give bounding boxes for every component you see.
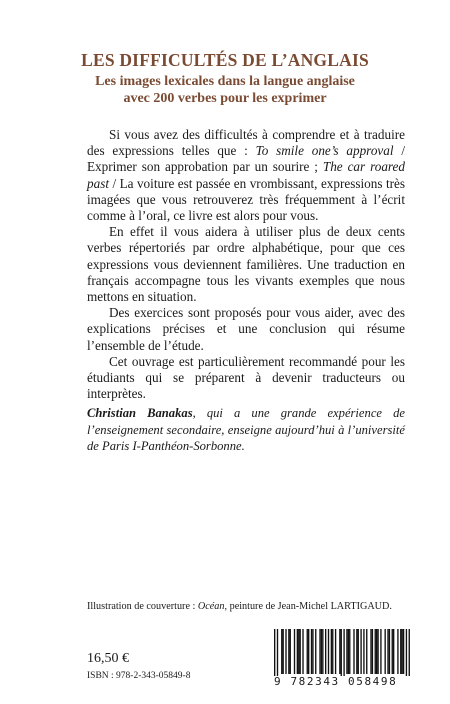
barcode-bar: [385, 629, 386, 674]
barcode-graphic: [274, 629, 410, 679]
barcode-bar: [370, 629, 371, 674]
barcode-bar: [277, 629, 278, 679]
barcode-bar: [393, 629, 394, 674]
barcode-bar: [328, 629, 329, 674]
blurb: [87, 127, 405, 402]
barcode-bar: [300, 629, 301, 674]
barcode-bar: [319, 629, 320, 674]
barcode-bar: [294, 629, 295, 674]
barcode-bar: [353, 629, 354, 674]
blurb-text: Si vous avez des difficultés à comprendre et à traduire des expressions telles que :: [87, 127, 405, 159]
subtitle-line-1: Les images lexicales dans la langue anglaise: [95, 74, 355, 89]
barcode-bar: [274, 629, 275, 679]
barcode-bar: [315, 629, 316, 674]
barcode-bar: [406, 629, 407, 679]
barcode-bar: [346, 629, 347, 674]
illustration-credit: [87, 600, 417, 613]
blurb-text: / Exprimer son approbation par un sourire ;: [87, 143, 405, 175]
barcode-bar: [297, 629, 298, 674]
barcode-bar: [308, 629, 309, 674]
barcode-bar: [366, 629, 367, 674]
barcode-bar: [290, 629, 291, 674]
barcode-bar: [349, 629, 350, 674]
example-english-1: To smile one’s approval: [255, 143, 394, 159]
price: 16,50 €: [87, 651, 129, 666]
barcode-bar: [321, 629, 322, 674]
barcode-bar: [375, 629, 376, 674]
author-description: , qui a une grande expérience de l’enseignement secondaire, enseigne aujourd’hui à l’université de Paris I-Panthéon-Sorbonne.: [87, 406, 405, 454]
barcode-bar: [376, 629, 377, 674]
barcode-bar: [332, 629, 333, 674]
barcode-bar: [377, 629, 378, 674]
barcode-bar: [285, 629, 286, 674]
author-bio: [87, 405, 405, 455]
barcode-bar: [402, 629, 403, 674]
credit-suffix: , peinture de Jean-Michel LARTIGAUD.: [224, 601, 392, 612]
barcode-bar: [339, 629, 340, 674]
barcode-bar: [281, 629, 282, 674]
barcode-bar: [331, 629, 332, 674]
barcode-bar: [348, 629, 349, 674]
book-title: LES DIFFICULTÉS DE L’ANGLAIS: [81, 50, 369, 70]
barcode-bar: [387, 629, 388, 674]
blurb-paragraph-3: Des exercices sont proposés pour vous aider, avec des explications précises et une conclusion qui résume l’ensemble de l’étude.: [87, 305, 405, 353]
author-name: Christian Banakas: [87, 406, 193, 420]
barcode-bar: [288, 629, 289, 674]
barcode-bar: [312, 629, 313, 674]
barcode-bar: [311, 629, 312, 674]
barcode-bar: [302, 629, 303, 674]
barcode-bar: [307, 629, 308, 674]
blurb-text: / La voiture est passée en vrombissant, expressions très imagées que vous retrouverez très fréquemment à l’écrit comme à l’oral, ce livre est alors pour vous.: [87, 175, 405, 224]
blurb-paragraph-4: Cet ouvrage est particulièrement recommandé pour les étudiants qui se préparent à devenir traducteurs ou interprètes.: [87, 353, 405, 402]
barcode-bar: [343, 629, 344, 679]
subtitle-line-2: avec 200 verbes pour les exprimer: [123, 91, 327, 106]
barcode-bar: [335, 629, 336, 674]
barcode-bar: [400, 629, 401, 674]
barcode-bar: [389, 629, 390, 674]
barcode-bar: [283, 629, 284, 674]
example-english-2: The car roared past: [87, 159, 405, 191]
barcode-bar: [380, 629, 381, 674]
barcode-bar: [363, 629, 364, 674]
book-subtitle: [0, 73, 450, 107]
isbn: ISBN : 978-2-343-05849-8: [87, 671, 191, 681]
blurb-paragraph-1: [87, 127, 405, 224]
barcode-bar: [298, 629, 299, 674]
barcode-bar: [372, 629, 373, 674]
blurb-paragraph-2: En effet il vous aidera à utiliser plus de deux cents verbes répertoriés par ordre alphabétique, pour que ces expressions vous deviennent familières. Une traduction en français accompagne tous les vivants exemples que nous mettons en situation.: [87, 224, 405, 305]
barcode-bar: [392, 629, 393, 674]
barcode-digits: 9 782343 058498: [274, 676, 414, 688]
credit-prefix: Illustration de couverture :: [87, 601, 198, 612]
barcode-bar: [322, 629, 323, 674]
barcode-bar: [358, 629, 359, 674]
barcode-bar: [360, 629, 361, 674]
barcode-bar: [325, 629, 326, 674]
barcode-bar: [403, 629, 404, 674]
barcode-bar: [409, 629, 410, 679]
barcode-bar: [356, 629, 357, 674]
barcode-bar: [397, 629, 398, 674]
credit-work: Océan: [197, 601, 225, 612]
barcode-bar: [341, 629, 342, 679]
